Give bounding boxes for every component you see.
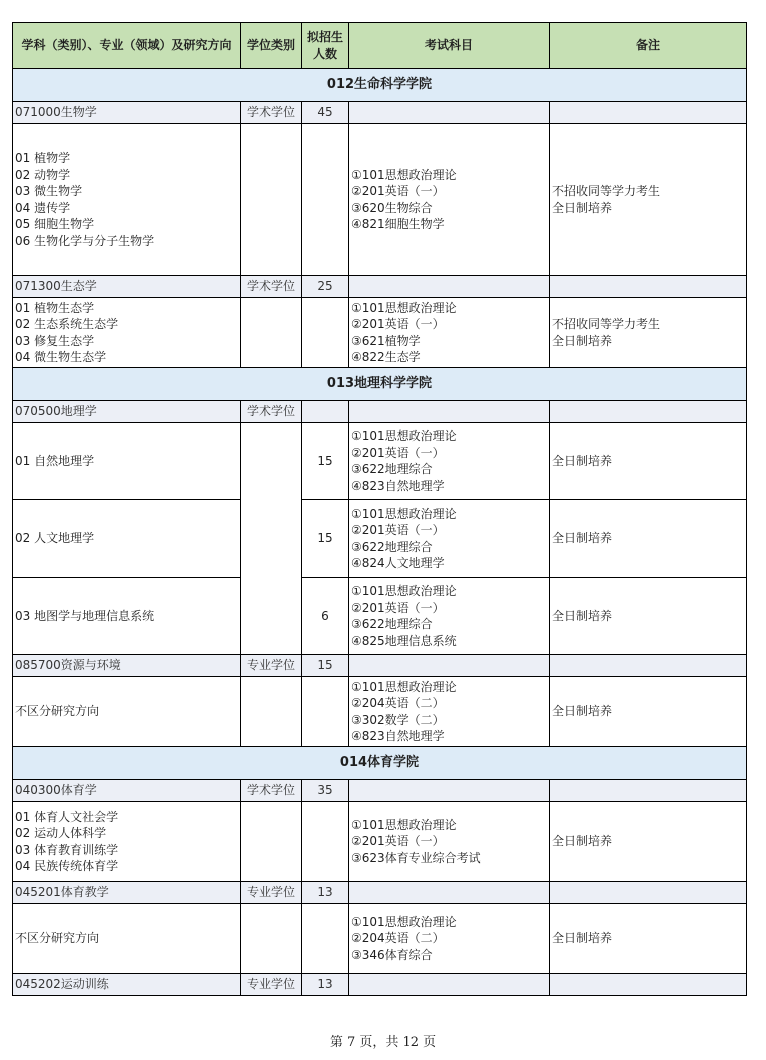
detail-row xyxy=(13,298,747,368)
enrollment-catalog-table xyxy=(12,22,747,996)
quota xyxy=(302,677,349,747)
subject-item: ①101思想政治理论 xyxy=(351,506,457,521)
quota: 15 xyxy=(302,423,349,500)
subject-item: ①101思想政治理论 xyxy=(351,817,457,832)
direction-item: 03 体育教育训练学 xyxy=(15,842,119,857)
research-directions xyxy=(13,802,241,882)
detail-row xyxy=(13,802,747,882)
note-item: 不招收同等学力考生 xyxy=(552,184,661,198)
detail-row xyxy=(13,124,747,276)
major-name: 040300体育学 xyxy=(13,780,241,802)
quota: 15 xyxy=(302,655,349,677)
subject-item: ②201英语（一） xyxy=(351,184,445,198)
subject-item: ④822生态学 xyxy=(351,350,421,364)
subject-item: ②201英语（一） xyxy=(351,445,445,460)
subject-item: ①101思想政治理论 xyxy=(351,914,457,929)
degree-type: 学术学位 xyxy=(241,401,302,423)
notes xyxy=(550,677,747,747)
notes xyxy=(550,904,747,974)
header-exam-subjects: 考试科目 xyxy=(349,23,550,69)
subject-item: ④823自然地理学 xyxy=(351,478,445,493)
exam-subjects xyxy=(349,500,550,578)
degree-type: 学术学位 xyxy=(241,276,302,298)
subject-item: ③620生物综合 xyxy=(351,200,433,215)
research-directions xyxy=(13,423,241,500)
subject-item: ①101思想政治理论 xyxy=(351,300,457,315)
subject-item: ②204英语（二） xyxy=(351,696,445,710)
degree-type: 学术学位 xyxy=(241,780,302,802)
notes xyxy=(550,298,747,368)
exam-subjects xyxy=(349,904,550,974)
quota: 13 xyxy=(302,974,349,996)
direction-item: 不区分研究方向 xyxy=(15,931,100,946)
direction-item: 01 植物学 xyxy=(15,151,71,165)
major-row xyxy=(13,401,747,423)
note-item: 全日制培养 xyxy=(552,608,613,623)
table-header-row xyxy=(13,23,747,69)
note-item: 全日制培养 xyxy=(552,453,613,468)
subject-item: ②201英语（一） xyxy=(351,834,445,849)
subject-item: ④821细胞生物学 xyxy=(351,217,445,231)
detail-row xyxy=(13,904,747,974)
subject-item: ③622地理综合 xyxy=(351,462,433,476)
quota: 6 xyxy=(302,578,349,655)
major-name: 085700资源与环境 xyxy=(13,655,241,677)
degree-type: 专业学位 xyxy=(241,882,302,904)
direction-item: 03 修复生态学 xyxy=(15,333,95,348)
direction-item: 03 微生物学 xyxy=(15,184,83,198)
research-directions xyxy=(13,904,241,974)
subject-item: ②204英语（二） xyxy=(351,931,445,946)
major-row xyxy=(13,655,747,677)
subject-item: ②201英语（一） xyxy=(351,317,445,331)
direction-item: 不区分研究方向 xyxy=(15,704,100,719)
degree-type: 专业学位 xyxy=(241,655,302,677)
note-item: 全日制培养 xyxy=(552,333,613,348)
detail-row xyxy=(13,423,747,500)
exam-subjects xyxy=(349,677,550,747)
direction-item: 05 细胞生物学 xyxy=(15,217,95,231)
direction-item: 01 体育人文社会学 xyxy=(15,809,119,824)
major-row xyxy=(13,102,747,124)
direction-item: 04 民族传统体育学 xyxy=(15,859,119,873)
subject-item: ③621植物学 xyxy=(351,333,421,348)
quota: 45 xyxy=(302,102,349,124)
detail-row xyxy=(13,578,747,655)
direction-item: 04 微生物生态学 xyxy=(15,350,107,364)
detail-row xyxy=(13,500,747,578)
header-discipline: 学科（类别）、专业（领域）及研究方向 xyxy=(13,23,241,69)
exam-subjects xyxy=(349,124,550,276)
note-item: 全日制培养 xyxy=(552,704,613,719)
major-row xyxy=(13,276,747,298)
subject-item: ③622地理综合 xyxy=(351,617,433,631)
quota xyxy=(302,298,349,368)
college-row xyxy=(13,368,747,401)
major-row xyxy=(13,780,747,802)
quota: 25 xyxy=(302,276,349,298)
research-directions xyxy=(13,578,241,655)
research-directions xyxy=(13,298,241,368)
subject-item: ①101思想政治理论 xyxy=(351,584,457,598)
direction-item: 06 生物化学与分子生物学 xyxy=(15,233,155,248)
exam-subjects xyxy=(349,578,550,655)
major-name: 045202运动训练 xyxy=(13,974,241,996)
notes xyxy=(550,802,747,882)
subject-item: ②201英语（一） xyxy=(351,523,445,537)
header-quota: 拟招生人数 xyxy=(302,23,349,69)
page-number: 第 7 页，共 12 页 xyxy=(329,1035,437,1050)
college-name: 014体育学院 xyxy=(13,747,747,780)
direction-item: 02 运动人体科学 xyxy=(15,826,107,840)
direction-item: 03 地图学与地理信息系统 xyxy=(15,608,155,623)
direction-item: 01 植物生态学 xyxy=(15,300,95,315)
notes xyxy=(550,423,747,500)
college-name: 013地理科学学院 xyxy=(13,368,747,401)
subject-item: ③346体育综合 xyxy=(351,947,433,962)
major-name: 045201体育教学 xyxy=(13,882,241,904)
quota: 13 xyxy=(302,882,349,904)
exam-subjects xyxy=(349,423,550,500)
degree-type: 学术学位 xyxy=(241,102,302,124)
quota xyxy=(302,124,349,276)
subject-item: ④823自然地理学 xyxy=(351,729,445,743)
subject-item: ④825地理信息系统 xyxy=(351,633,457,648)
college-row xyxy=(13,69,747,102)
exam-subjects xyxy=(349,802,550,882)
college-name: 012生命科学学院 xyxy=(13,69,747,102)
subject-item: ③302数学（二） xyxy=(351,712,445,727)
quota: 15 xyxy=(302,500,349,578)
major-name: 071300生态学 xyxy=(13,276,241,298)
major-name: 071000生物学 xyxy=(13,102,241,124)
research-directions xyxy=(13,500,241,578)
notes xyxy=(550,500,747,578)
notes xyxy=(550,578,747,655)
detail-row xyxy=(13,677,747,747)
research-directions xyxy=(13,124,241,276)
subject-item: ④824人文地理学 xyxy=(351,556,445,570)
direction-item: 01 自然地理学 xyxy=(15,453,95,468)
note-item: 全日制培养 xyxy=(552,200,613,215)
major-row xyxy=(13,882,747,904)
direction-item: 02 动物学 xyxy=(15,167,71,182)
note-item: 全日制培养 xyxy=(552,531,613,546)
subject-item: ①101思想政治理论 xyxy=(351,167,457,182)
subject-item: ③623体育专业综合考试 xyxy=(351,850,481,865)
major-row xyxy=(13,974,747,996)
subject-item: ③622地理综合 xyxy=(351,539,433,554)
note-item: 不招收同等学力考生 xyxy=(552,317,661,331)
header-degree-type: 学位类别 xyxy=(241,23,302,69)
notes xyxy=(550,124,747,276)
degree-type: 专业学位 xyxy=(241,974,302,996)
quota: 35 xyxy=(302,780,349,802)
subject-item: ②201英语（一） xyxy=(351,600,445,615)
quota xyxy=(302,401,349,423)
subject-item: ①101思想政治理论 xyxy=(351,679,457,694)
direction-item: 02 人文地理学 xyxy=(15,531,95,546)
direction-item: 04 遗传学 xyxy=(15,200,71,215)
subject-item: ①101思想政治理论 xyxy=(351,429,457,443)
college-row xyxy=(13,747,747,780)
quota xyxy=(302,904,349,974)
note-item: 全日制培养 xyxy=(552,834,613,849)
direction-item: 02 生态系统生态学 xyxy=(15,317,119,331)
header-notes: 备注 xyxy=(550,23,747,69)
note-item: 全日制培养 xyxy=(552,931,613,946)
exam-subjects xyxy=(349,298,550,368)
research-directions xyxy=(13,677,241,747)
major-name: 070500地理学 xyxy=(13,401,241,423)
quota xyxy=(302,802,349,882)
